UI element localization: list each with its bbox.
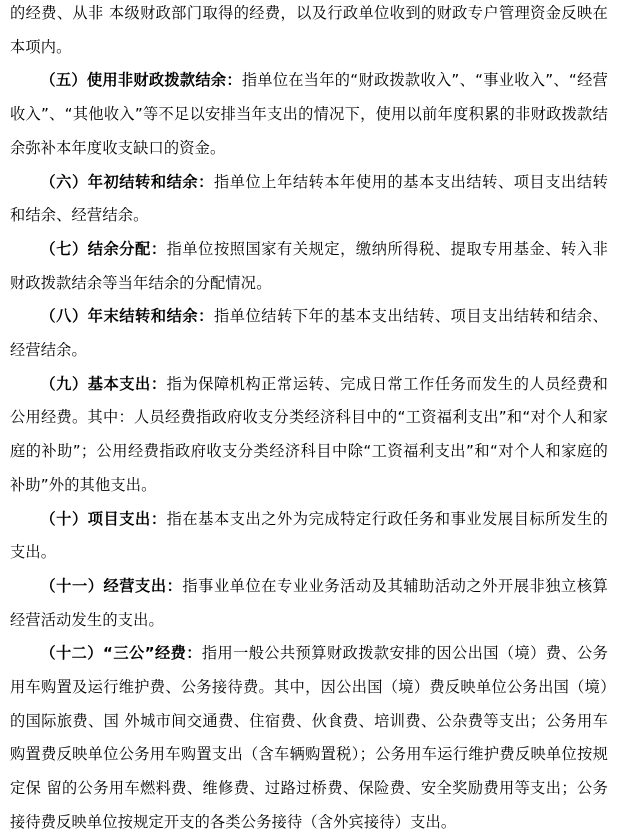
paragraph-body: 指单位在当年的“财政拨款收入”、“事业收入”、“经营收入”、“其他收入”等不足以安排当年支出的情况下，使用以前年度积累的非财政拨款结余弥补本年度收支缺口的资金。 [10,71,608,157]
paragraph-body: 指单位结转下年的基本支出结转、项目支出结转和结余、经营结余。 [10,307,609,360]
paragraph-heading: （十二）“三公”经费： [40,644,202,663]
paragraph-body: 的经费、从非 本级财政部门取得的经费，以及行政单位收到的财政专户管理资金反映在本项内。 [10,4,608,56]
paragraph-continuation [10,0,608,64]
paragraph-heading: （十）项目支出： [40,509,167,528]
paragraph-heading: （六）年初结转和结余： [40,172,214,191]
paragraph-item-12 [10,637,608,839]
paragraph-item-10 [10,503,608,570]
paragraph-heading: （九）基本支出： [40,374,167,393]
paragraph-heading: （七）结余分配： [40,239,167,258]
paragraph-heading: （十一）经营支出： [40,576,183,595]
paragraph-item-9 [10,368,608,503]
paragraph-body: 指用一般公共预算财政拨款安排的因公出国（境）费、公务用车购置及运行维护费、公务接待费。其中，因公出国（境）费反映单位公务出国（境）的国际旅费、国 外城市间交通费、住宿费、伙食费、培训费、公杂费等支出；公务用车购置费反映单位公务用车购置支出（含车辆购置税）；公务用车运行维护费反映单位按规定保 留的公务用车燃料费、维修费、过路过桥费、保险费、安全奖励费用等支出；公务接待费反映单位按规定开支的各类公务接待（含外宾接待）支出。 [10,644,609,831]
paragraph-item-8 [10,300,608,367]
paragraph-item-6 [10,166,608,233]
paragraph-item-5 [10,64,608,165]
paragraph-item-7 [10,233,608,300]
paragraph-body: 指在基本支出之外为完成特定行政任务和事业发展目标所发生的支出。 [10,509,608,562]
paragraph-heading: （八）年末结转和结余： [40,307,214,326]
paragraph-item-11 [10,570,608,637]
paragraph-heading: （五）使用非财政拨款结余： [40,71,242,90]
paragraph-body: 指单位按照国家有关规定，缴纳所得税、提取专用基金、转入非财政拨款结余等当年结余的分配情况。 [10,239,608,292]
paragraph-body: 指单位上年结转本年使用的基本支出结转、项目支出结转和结余、经营结余。 [10,172,609,225]
paragraph-body: 指事业单位在专业业务活动及其辅助活动之外开展非独立核算经营活动发生的支出。 [10,576,608,629]
paragraph-body: 指为保障机构正常运转、完成日常工作任务而发生的人员经费和公用经费。其中：人员经费指政府收支分类经济科目中的“工资福利支出”和“对个人和家庭的补助”；公用经费指政府收支分类经济科目中除“工资福利支出”和“对个人和家庭的补助”外的其他支出。 [10,374,608,494]
